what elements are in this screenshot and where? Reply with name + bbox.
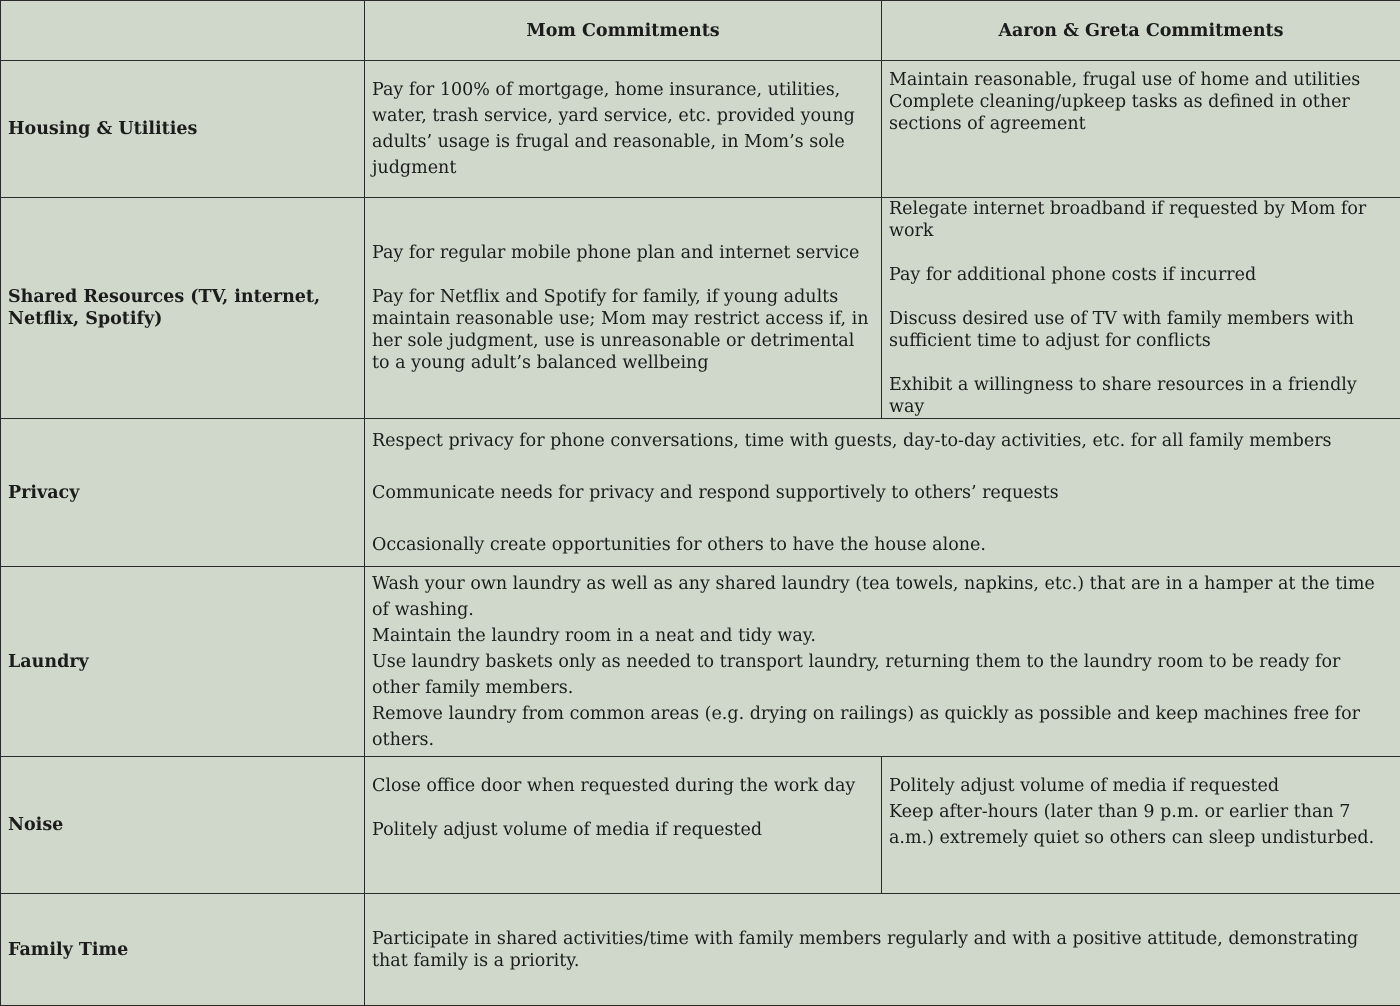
privacy-item: Respect privacy for phone conversations, time with guests, day-to-day activities, etc. for all family members bbox=[372, 430, 1393, 452]
shared-mom-cell bbox=[365, 198, 882, 419]
noise-mom-cell bbox=[365, 757, 882, 894]
row-label-shared-resources: Shared Resources (TV, internet, Netflix, Spotify) bbox=[1, 198, 365, 419]
row-label-family-time: Family Time bbox=[1, 894, 365, 1006]
shared-kids-item: Relegate internet broadband if requested by Mom for work bbox=[889, 198, 1393, 242]
header-blank-cell bbox=[1, 1, 365, 61]
shared-mom-item: Pay for Netflix and Spotify for family, if young adults maintain reasonable use; Mom may restrict access if, in her sole judgment, use is unreasonable or detrimental to a young adult’s balanced wellbeing bbox=[372, 286, 874, 374]
header-mom-commitments: Mom Commitments bbox=[365, 1, 882, 61]
laundry-item: Maintain the laundry room in a neat and tidy way. bbox=[372, 623, 1393, 649]
table-row-shared-resources bbox=[1, 198, 1400, 419]
housing-mom-cell: Pay for 100% of mortgage, home insurance, utilities, water, trash service, yard service, etc. provided young adults’ usage is frugal and reasonable, in Mom’s sole judgment bbox=[365, 61, 882, 198]
noise-kids-item: Politely adjust volume of media if requested bbox=[889, 773, 1393, 799]
table-row-family-time bbox=[1, 894, 1400, 1006]
laundry-item: Wash your own laundry as well as any shared laundry (tea towels, napkins, etc.) that are in a hamper at the time of washing. bbox=[372, 571, 1393, 623]
header-row bbox=[1, 1, 1400, 61]
noise-kids-cell bbox=[882, 757, 1400, 894]
privacy-cell bbox=[365, 419, 1400, 567]
family-time-cell: Participate in shared activities/time with family members regularly and with a positive attitude, demonstrating that family is a priority. bbox=[365, 894, 1400, 1006]
shared-kids-item: Pay for additional phone costs if incurred bbox=[889, 264, 1393, 286]
noise-mom-item: Politely adjust volume of media if requested bbox=[372, 819, 874, 841]
noise-mom-item: Close office door when requested during the work day bbox=[372, 775, 874, 797]
table-row-laundry bbox=[1, 567, 1400, 757]
shared-kids-item: Discuss desired use of TV with family members with sufficient time to adjust for conflicts bbox=[889, 308, 1393, 352]
privacy-item: Occasionally create opportunities for others to have the house alone. bbox=[372, 534, 1393, 556]
table-row-housing bbox=[1, 61, 1400, 198]
shared-kids-item: Exhibit a willingness to share resources in a friendly way bbox=[889, 374, 1393, 418]
laundry-cell bbox=[365, 567, 1400, 757]
row-label-laundry: Laundry bbox=[1, 567, 365, 757]
row-label-privacy: Privacy bbox=[1, 419, 365, 567]
table-row-privacy bbox=[1, 419, 1400, 567]
row-label-housing: Housing & Utilities bbox=[1, 61, 365, 198]
laundry-item: Use laundry baskets only as needed to transport laundry, returning them to the laundry room to be ready for other family members. bbox=[372, 649, 1393, 701]
housing-kids-item: Maintain reasonable, frugal use of home and utilities bbox=[889, 69, 1393, 91]
shared-kids-cell bbox=[882, 198, 1400, 419]
privacy-item: Communicate needs for privacy and respond supportively to others’ requests bbox=[372, 482, 1393, 504]
housing-kids-cell bbox=[882, 61, 1400, 198]
table-row-noise bbox=[1, 757, 1400, 894]
row-label-noise: Noise bbox=[1, 757, 365, 894]
shared-mom-item: Pay for regular mobile phone plan and internet service bbox=[372, 242, 874, 264]
noise-kids-item: Keep after-hours (later than 9 p.m. or earlier than 7 a.m.) extremely quiet so others can sleep undisturbed. bbox=[889, 799, 1393, 851]
housing-kids-item: Complete cleaning/upkeep tasks as defined in other sections of agreement bbox=[889, 91, 1393, 135]
header-aaron-greta-commitments: Aaron & Greta Commitments bbox=[882, 1, 1400, 61]
laundry-item: Remove laundry from common areas (e.g. drying on railings) as quickly as possible and keep machines free for others. bbox=[372, 701, 1393, 753]
